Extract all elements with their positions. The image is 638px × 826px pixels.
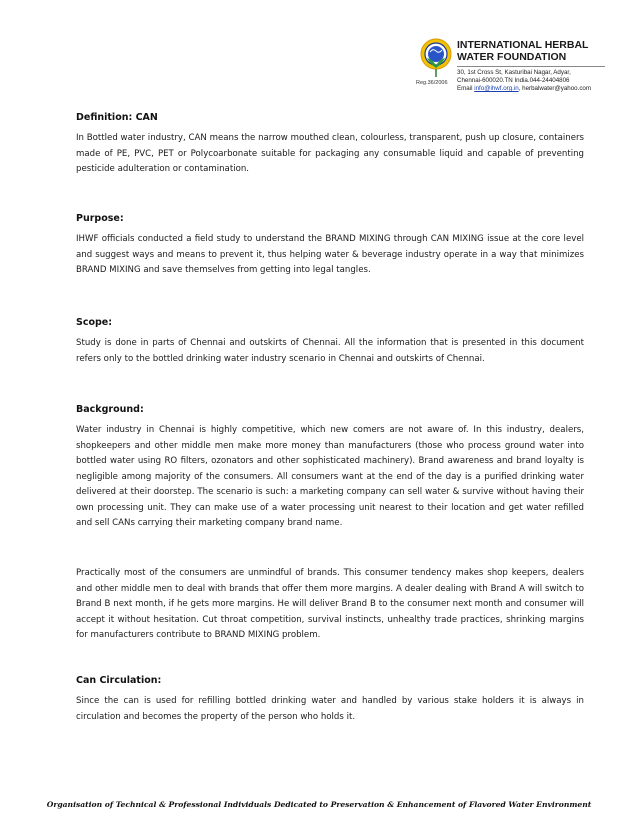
email-line (457, 85, 591, 93)
org-name-line1: INTERNATIONAL HERBAL (457, 39, 589, 51)
herbal-globe-logo (416, 36, 456, 84)
paragraph-can-circulation: Since the can is used for refilling bottled drinking water and handled by various stake holders it is always in circulation and becomes the property of the person who holds it. (76, 696, 584, 722)
paragraph-definition: In Bottled water industry, CAN means the narrow mouthed clean, colourless, transparent, push up closure, containers made of PE, PVC, PET or Polycoarbonate suitable for packaging any consumable liquid and capable of preventing pesticide adulteration or contamination. (76, 133, 584, 174)
email-label: Email (457, 85, 473, 92)
section-scope (76, 317, 584, 367)
heading-can-circulation: Can Circulation: (76, 675, 162, 686)
paragraph-background-1: Water industry in Chennai is highly competitive, which new comers are not aware of. In this industry, dealers, shopkeepers and other middle men make more money than manufacturers (those who process ground water into bottled water using RO filters, ozonators and other sophisticated machinery). Brand awareness and brand loyalty is negligible among majority of the consumers. All consumers want at the end of the day is a purified drinking water delivered at their doorstep. The scenario is such: a marketing company can sell water & survive without having their own processing unit. They can make use of a water processing unit nearest to their location and get water refilled and sell CANs carrying their marketing company brand name. (76, 425, 584, 528)
section-background-continued (76, 566, 584, 644)
section-definition (76, 112, 584, 178)
address-line1: 30, 1st Cross St, Kasturibai Nagar, Adyar, (457, 69, 571, 76)
section-background (76, 404, 584, 532)
heading-purpose: Purpose: (76, 213, 124, 224)
letterhead-divider (457, 66, 605, 67)
email-secondary: , herbalwater@yahoo.com (518, 85, 592, 92)
section-purpose (76, 213, 584, 279)
heading-definition: Definition: CAN (76, 112, 158, 123)
letterhead (416, 36, 626, 96)
heading-scope: Scope: (76, 317, 113, 328)
footer-tagline: Organisation of Technical & Professional Individuals Dedicated to Preservation & Enhancement of Flavored Water Environment (46, 800, 592, 809)
paragraph-scope: Study is done in parts of Chennai and outskirts of Chennai. All the information that is presented in this document refers only to the bottled drinking water industry scenario in Chennai and outskirts of Chennai. (76, 338, 584, 364)
address-line2: Chennai-600020.TN India.044-24404806 (457, 77, 570, 84)
email-link[interactable]: info@ihwf.org.in (474, 85, 519, 92)
heading-background: Background: (76, 404, 144, 415)
registration-number: Reg.36/2006 (416, 80, 448, 86)
paragraph-purpose: IHWF officials conducted a field study to understand the BRAND MIXING through CAN MIXING issue at the core level and suggest ways and means to prevent it, thus helping water & beverage industry operate in a way that minimizes BRAND MIXING and save themselves from getting into legal tangles. (76, 234, 584, 275)
org-name (457, 39, 588, 63)
org-name-line2: WATER FOUNDATION (457, 51, 567, 63)
paragraph-background-2: Practically most of the consumers are unmindful of brands. This consumer tendency makes shop keepers, dealers and other middle men to deal with brands that offer them more margins. A dealer dealing with Brand A will switch to Brand B next month, if he gets more margins. He will deliver Brand B to the consumer next month and consumer will accept it without hesitation. Cut throat competition, survival instincts, unhealthy trade practices, shrinking margins for manufacturers contribute to BRAND MIXING problem. (76, 568, 584, 640)
section-can-circulation (76, 675, 584, 725)
